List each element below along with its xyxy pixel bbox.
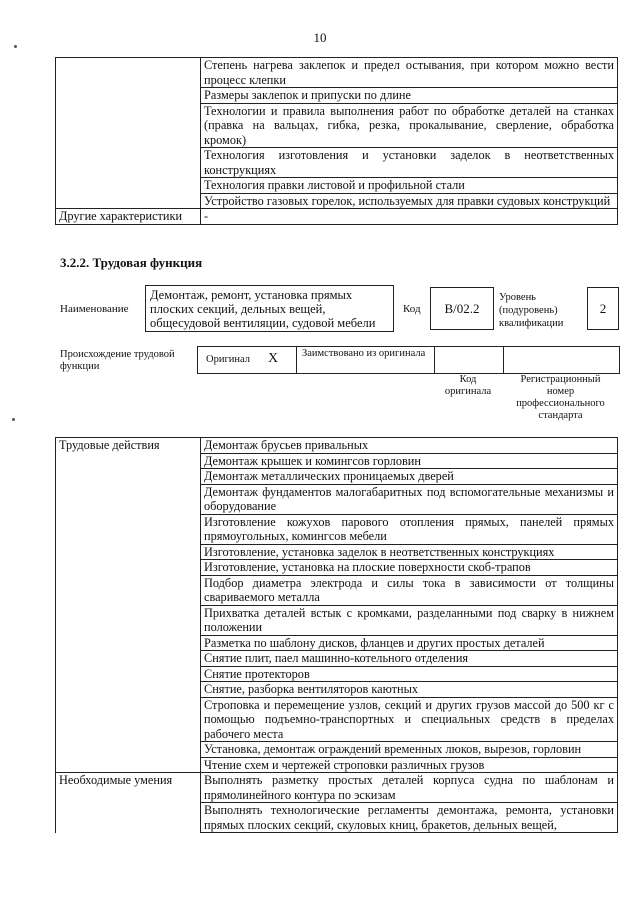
labor-action-item: Демонтаж металлических проницаемых дверей: [201, 469, 618, 485]
code-original-caption: Код оригинала: [444, 374, 492, 397]
knowledge-item: Размеры заклепок и припуски по длине: [201, 88, 618, 104]
labor-action-item: Строповка и перемещение узлов, секций и других грузов массой до 500 кг с помощью подъемно-транспортных и специальных средств в пределах рабочего места: [201, 697, 618, 742]
labor-action-item: Изготовление кожухов парового отопления прямых, панелей прямых прямоугольных, комингсов мебели: [201, 514, 618, 544]
labor-action-item: Изготовление, установка заделок в неответственных конструкциях: [201, 544, 618, 560]
labor-action-item: Подбор диаметра электрода и силы тока в зависимости от толщины свариваемого металла: [201, 575, 618, 605]
knowledge-label-cell: [56, 58, 201, 209]
skill-item: Выполнять технологические регламенты демонтажа, ремонта, установки прямых плоских секций, скуловых книц, бракетов, дельных вещей,: [201, 803, 618, 833]
code-label: Код: [403, 303, 421, 315]
labor-action-item: Демонтаж фундаментов малогабаритных под вспомогательные механизмы и оборудование: [201, 484, 618, 514]
labor-actions-label: Трудовые действия: [56, 438, 201, 773]
code-value: B/02.2: [444, 300, 480, 316]
other-characteristics-value: -: [201, 209, 618, 225]
knowledge-item: Устройство газовых горелок, используемых для правки судовых конструкций: [201, 193, 618, 209]
labor-action-item: Снятие, разборка вентиляторов каютных: [201, 682, 618, 698]
origin-divider: [434, 347, 435, 373]
skills-label: Необходимые умения: [56, 773, 201, 833]
knowledge-item: Степень нагрева заклепок и предел остывания, при котором можно вести процесс клепки: [201, 58, 618, 88]
labor-action-item: Снятие плит, паел машинно-котельного отделения: [201, 651, 618, 667]
knowledge-item: Технологии и правила выполнения работ по обработке деталей на станках (правка на вальцах, гибка, резка, прокалывание, сверление, обработка кромок): [201, 103, 618, 148]
knowledge-item: Технология изготовления и установки заделок в неответственных конструкциях: [201, 148, 618, 178]
labor-table: [55, 437, 618, 833]
labor-action-item: Демонтаж брусьев привальных: [201, 438, 618, 454]
function-name-value: Демонтаж, ремонт, установка прямых плоских секций, дельных вещей, общесудовой вентиляции, судовой мебели: [150, 288, 376, 330]
skill-item: Выполнять разметку простых деталей корпуса судна по шаблонам и прямолинейного контура по эскизам: [201, 773, 618, 803]
labor-action-item: Разметка по шаблону дисков, фланцев и других простых деталей: [201, 635, 618, 651]
other-characteristics-label: Другие характеристики: [56, 209, 201, 225]
level-label: Уровень (подуровень) квалификации: [499, 292, 564, 329]
level-box: [587, 287, 619, 330]
labor-action-item: Установка, демонтаж ограждений временных люков, вырезов, горловин: [201, 742, 618, 758]
name-label: Наименование: [60, 303, 129, 315]
origin-divider: [296, 347, 297, 373]
labor-action-item: Изготовление, установка на плоские поверхности скоб-трапов: [201, 560, 618, 576]
origin-label: Происхождение трудовой функции: [60, 349, 175, 372]
code-box: [430, 287, 494, 330]
labor-action-item: Снятие протекторов: [201, 666, 618, 682]
section-title: 3.2.2. Трудовая функция: [60, 255, 203, 270]
knowledge-table: [55, 57, 618, 225]
function-name-box: [145, 285, 394, 332]
labor-action-item: Чтение схем и чертежей строповки различных грузов: [201, 757, 618, 773]
origin-divider: [503, 347, 504, 373]
borrowed-label: Заимствовано из оригинала: [302, 348, 426, 359]
original-label: Оригинал: [206, 354, 250, 365]
page-number: 10: [313, 30, 327, 45]
scan-mark: [12, 418, 15, 421]
level-value: 2: [599, 300, 607, 316]
knowledge-item: Технология правки листовой и профильной стали: [201, 178, 618, 194]
labor-action-item: Демонтаж крышек и комингсов горловин: [201, 453, 618, 469]
original-mark: X: [268, 351, 279, 366]
labor-action-item: Прихватка деталей встык с кромками, разделанными под сварку в нижнем положении: [201, 605, 618, 635]
reg-number-caption: Регистрационный номер профессионального стандарта: [516, 374, 605, 421]
origin-box: [197, 346, 620, 374]
